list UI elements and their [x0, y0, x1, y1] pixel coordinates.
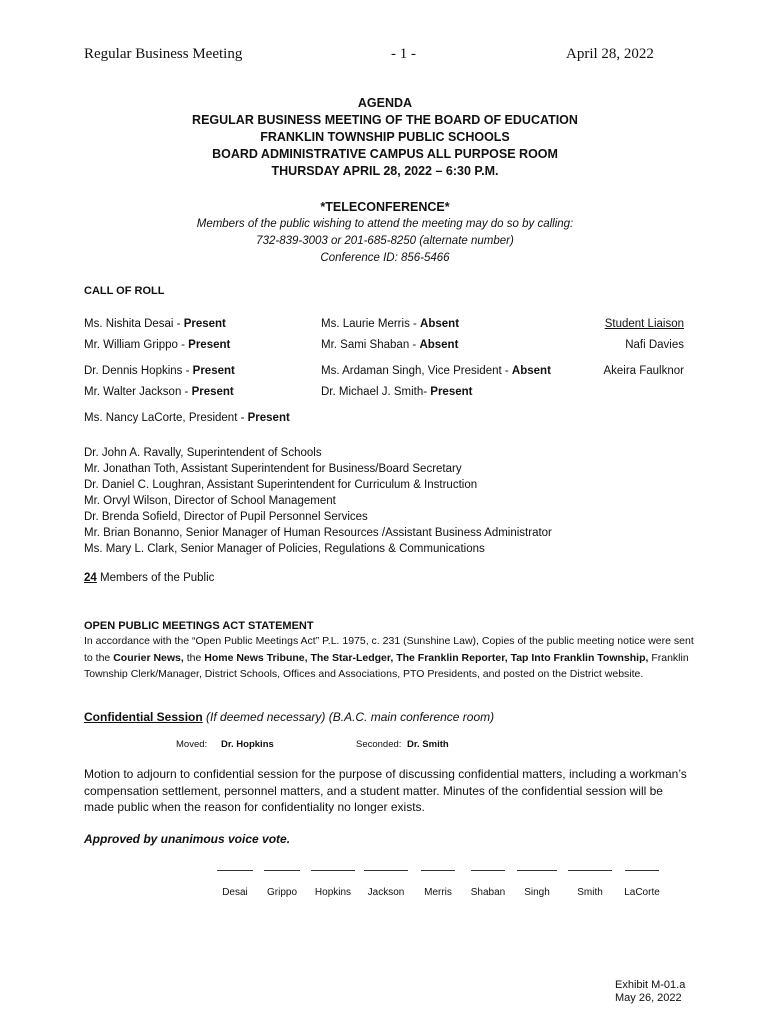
vote-name: LaCorte	[624, 887, 660, 898]
administrator-line: Mr. Brian Bonanno, Senior Manager of Human Resources /Assistant Business Administrator	[84, 527, 552, 539]
seconded-value: Dr. Smith	[407, 739, 449, 750]
agenda-line: BOARD ADMINISTRATIVE CAMPUS ALL PURPOSE ROOM	[212, 147, 558, 161]
administrator-line: Dr. Brenda Sofield, Director of Pupil Personnel Services	[84, 511, 368, 523]
administrator-line: Ms. Mary L. Clark, Senior Manager of Policies, Regulations & Communications	[84, 543, 485, 555]
vote-name: Merris	[424, 887, 452, 898]
teleconference-info	[0, 216, 770, 267]
agenda-title-block	[0, 95, 770, 180]
roll-member: Dr. Michael J. Smith- Present	[321, 386, 473, 398]
exhibit-label	[615, 979, 685, 1005]
public-count-number: 24	[84, 572, 97, 584]
vote-column	[466, 870, 510, 898]
teleconference-title: *TELECONFERENCE*	[320, 200, 450, 214]
confidential-heading: Confidential Session	[84, 710, 203, 724]
teleconference-line: Members of the public wishing to attend the meeting may do so by calling:	[196, 218, 574, 230]
vote-name: Smith	[577, 887, 603, 898]
roll-member: Mr. Walter Jackson - Present	[84, 386, 234, 398]
roll-member: Dr. Dennis Hopkins - Present	[84, 365, 235, 377]
vote-column	[514, 870, 560, 898]
teleconference-line: 732-839-3003 or 201-685-8250 (alternate number)	[256, 235, 514, 247]
student-liaison-heading: Student Liaison	[604, 318, 684, 330]
exhibit-number: Exhibit M-01.a	[615, 979, 686, 991]
administrator-list	[84, 445, 552, 557]
administrator-line: Dr. John A. Ravally, Superintendent of Schools	[84, 447, 322, 459]
roll-member: Ms. Ardaman Singh, Vice President - Absent	[321, 365, 551, 377]
vote-name: Shaban	[470, 887, 506, 898]
vote-name: Desai	[222, 887, 248, 898]
header-left: Regular Business Meeting	[84, 46, 243, 62]
opma-heading: OPEN PUBLIC MEETINGS ACT STATEMENT	[84, 620, 314, 632]
administrator-line: Dr. Daniel C. Loughran, Assistant Superintendent for Curriculum & Instruction	[84, 479, 478, 491]
confidential-heading-line: Confidential Session (If deemed necessary) (B.A.C. main conference room)	[84, 710, 495, 724]
opma-statement: In accordance with the “Open Public Meetings Act” P.L. 1975, c. 231 (Sunshine Law), Copies of the public meeting notice were sent to the Courier News, the Home News Tribune, The Star-Ledger, The Franklin Reporter, Tap Into Franklin Township, Franklin Township Clerk/Manager, District Schools, Offices and Associations, PTO Presidents, and posted on the District website.	[84, 635, 694, 680]
approved-note: Approved by unanimous voice vote.	[84, 832, 291, 846]
roll-member-president: Ms. Nancy LaCorte, President - Present	[84, 412, 290, 424]
vote-column	[416, 870, 460, 898]
page-number: - 1 -	[391, 46, 416, 62]
agenda-line: AGENDA	[357, 96, 413, 110]
vote-column	[565, 870, 615, 898]
vote-column	[362, 870, 410, 898]
vote-name: Grippo	[266, 887, 297, 898]
public-count: 24 Members of the Public	[84, 572, 215, 584]
moved-value: Dr. Hopkins	[221, 739, 274, 750]
administrator-line: Mr. Orvyl Wilson, Director of School Management	[84, 495, 336, 507]
header-date: April 28, 2022	[566, 46, 654, 62]
roll-member: Mr. Sami Shaban - Absent	[321, 339, 459, 351]
vote-column	[308, 870, 358, 898]
vote-name: Jackson	[367, 887, 405, 898]
exhibit-date: May 26, 2022	[615, 992, 682, 1004]
roll-member: Mr. William Grippo - Present	[84, 339, 231, 351]
vote-column	[260, 870, 304, 898]
student-liaison-name: Nafi Davies	[625, 339, 684, 351]
moved-label: Moved:	[176, 739, 208, 750]
student-liaison-name: Akeira Faulknor	[603, 365, 684, 377]
administrator-line: Mr. Jonathan Toth, Assistant Superintendent for Business/Board Secretary	[84, 463, 462, 475]
vote-name: Hopkins	[314, 887, 352, 898]
confidential-motion: Motion to adjourn to confidential session for the purpose of discussing confidential matters, including a workman’s compensation settlement, personnel matters, and a student matter. Minutes of the confidential session will be made public when the reason for confidentiality no longer exists.	[84, 767, 687, 814]
roll-call-heading: CALL OF ROLL	[84, 285, 165, 297]
agenda-line: THURSDAY APRIL 28, 2022 – 6:30 P.M.	[271, 164, 499, 178]
roll-member: Ms. Nishita Desai - Present	[84, 318, 226, 330]
teleconference-line: Conference ID: 856-5466	[320, 252, 450, 264]
agenda-line: FRANKLIN TOWNSHIP PUBLIC SCHOOLS	[260, 130, 510, 144]
vote-column	[620, 870, 664, 898]
seconded-label: Seconded:	[356, 739, 402, 750]
roll-member: Ms. Laurie Merris - Absent	[321, 318, 460, 330]
agenda-line: REGULAR BUSINESS MEETING OF THE BOARD OF EDUCATION	[192, 113, 578, 127]
vote-name: Singh	[524, 887, 550, 898]
vote-column	[211, 870, 259, 898]
